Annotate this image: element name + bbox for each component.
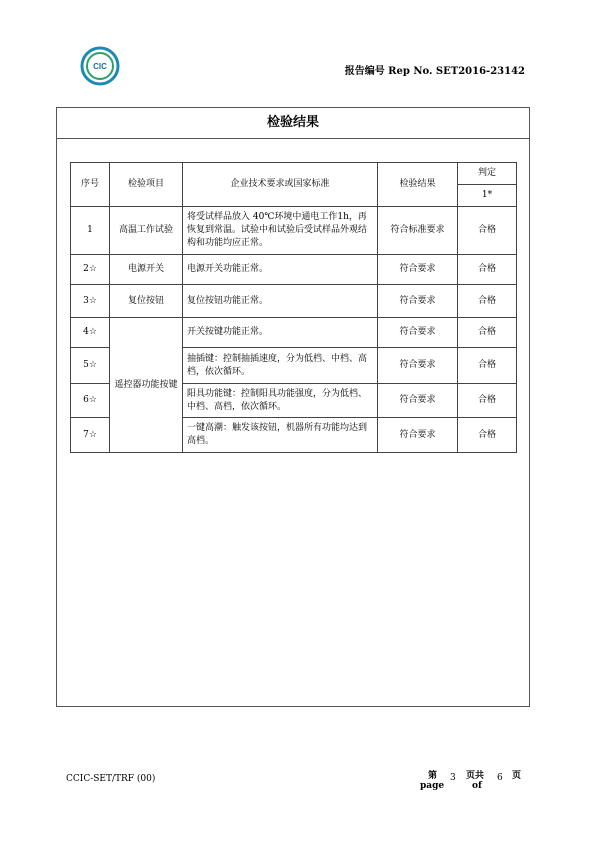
row-item: 高温工作试验 <box>110 207 183 255</box>
row-seq: 2☆ <box>71 255 110 285</box>
row-seq: 5☆ <box>71 348 110 384</box>
table-row <box>71 318 517 348</box>
form-code: CCIC-SET/TRF (00) <box>66 774 156 784</box>
row-requirement: 阳具功能键：控制阳具功能强度，分为低档、中档、高档，依次循环。 <box>183 384 378 418</box>
report-number: 报告编号 Rep No. SET2016-23142 <box>344 66 525 77</box>
page-label-en: page <box>420 781 445 791</box>
row-item: 电源开关 <box>110 255 183 285</box>
row-item-group: 遥控器功能按键 <box>110 318 183 453</box>
total-label-en: of <box>472 781 482 791</box>
row-result: 符合标准要求 <box>378 207 458 255</box>
row-verdict: 合格 <box>458 207 517 255</box>
page-number: 3 <box>450 773 456 783</box>
section-title: 检验结果 <box>57 108 529 139</box>
row-requirement: 开关按键功能正常。 <box>183 318 378 348</box>
row-verdict: 合格 <box>458 318 517 348</box>
row-verdict: 合格 <box>458 348 517 384</box>
row-requirement: 一键高潮：触发该按钮，机器所有功能均达到 高档。 <box>183 418 378 453</box>
results-frame <box>56 107 530 707</box>
header-seq: 序号 <box>71 163 110 207</box>
logo-text: CIC <box>93 62 107 71</box>
row-seq: 3☆ <box>71 285 110 318</box>
row-result: 符合要求 <box>378 418 458 453</box>
row-verdict: 合格 <box>458 384 517 418</box>
header-verdict: 判定 <box>458 163 517 185</box>
row-verdict: 合格 <box>458 285 517 318</box>
header-requirement: 企业技术要求或国家标准 <box>183 163 378 207</box>
table-row <box>71 255 517 285</box>
row-seq: 6☆ <box>71 384 110 418</box>
row-seq: 4☆ <box>71 318 110 348</box>
row-requirement: 将受试样品放入 40℃环境中通电工作1h，再恢复到常温。试验中和试验后受试样品外观结构和功能均应正常。 <box>183 207 378 255</box>
row-result: 符合要求 <box>378 318 458 348</box>
row-seq: 1 <box>71 207 110 255</box>
header-verdict-sub: 1* <box>458 185 517 207</box>
table-row <box>71 207 517 255</box>
row-verdict: 合格 <box>458 418 517 453</box>
row-result: 符合要求 <box>378 255 458 285</box>
results-table <box>70 162 517 453</box>
row-result: 符合要求 <box>378 384 458 418</box>
total-label-cn: 页共 <box>466 771 485 781</box>
page-suffix-cn: 页 <box>512 771 522 781</box>
page-label-cn: 第 <box>428 771 438 781</box>
company-logo <box>80 46 120 86</box>
row-requirement: 抽插键：控制抽插速度，分为低档、中档、高档，依次循环。 <box>183 348 378 384</box>
row-requirement: 复位按钮功能正常。 <box>183 285 378 318</box>
total-pages: 6 <box>497 773 503 783</box>
row-result: 符合要求 <box>378 348 458 384</box>
row-item: 复位按钮 <box>110 285 183 318</box>
header-result: 检验结果 <box>378 163 458 207</box>
row-requirement: 电源开关功能正常。 <box>183 255 378 285</box>
header-item: 检验项目 <box>110 163 183 207</box>
table-row <box>71 285 517 318</box>
row-seq: 7☆ <box>71 418 110 453</box>
row-verdict: 合格 <box>458 255 517 285</box>
row-result: 符合要求 <box>378 285 458 318</box>
